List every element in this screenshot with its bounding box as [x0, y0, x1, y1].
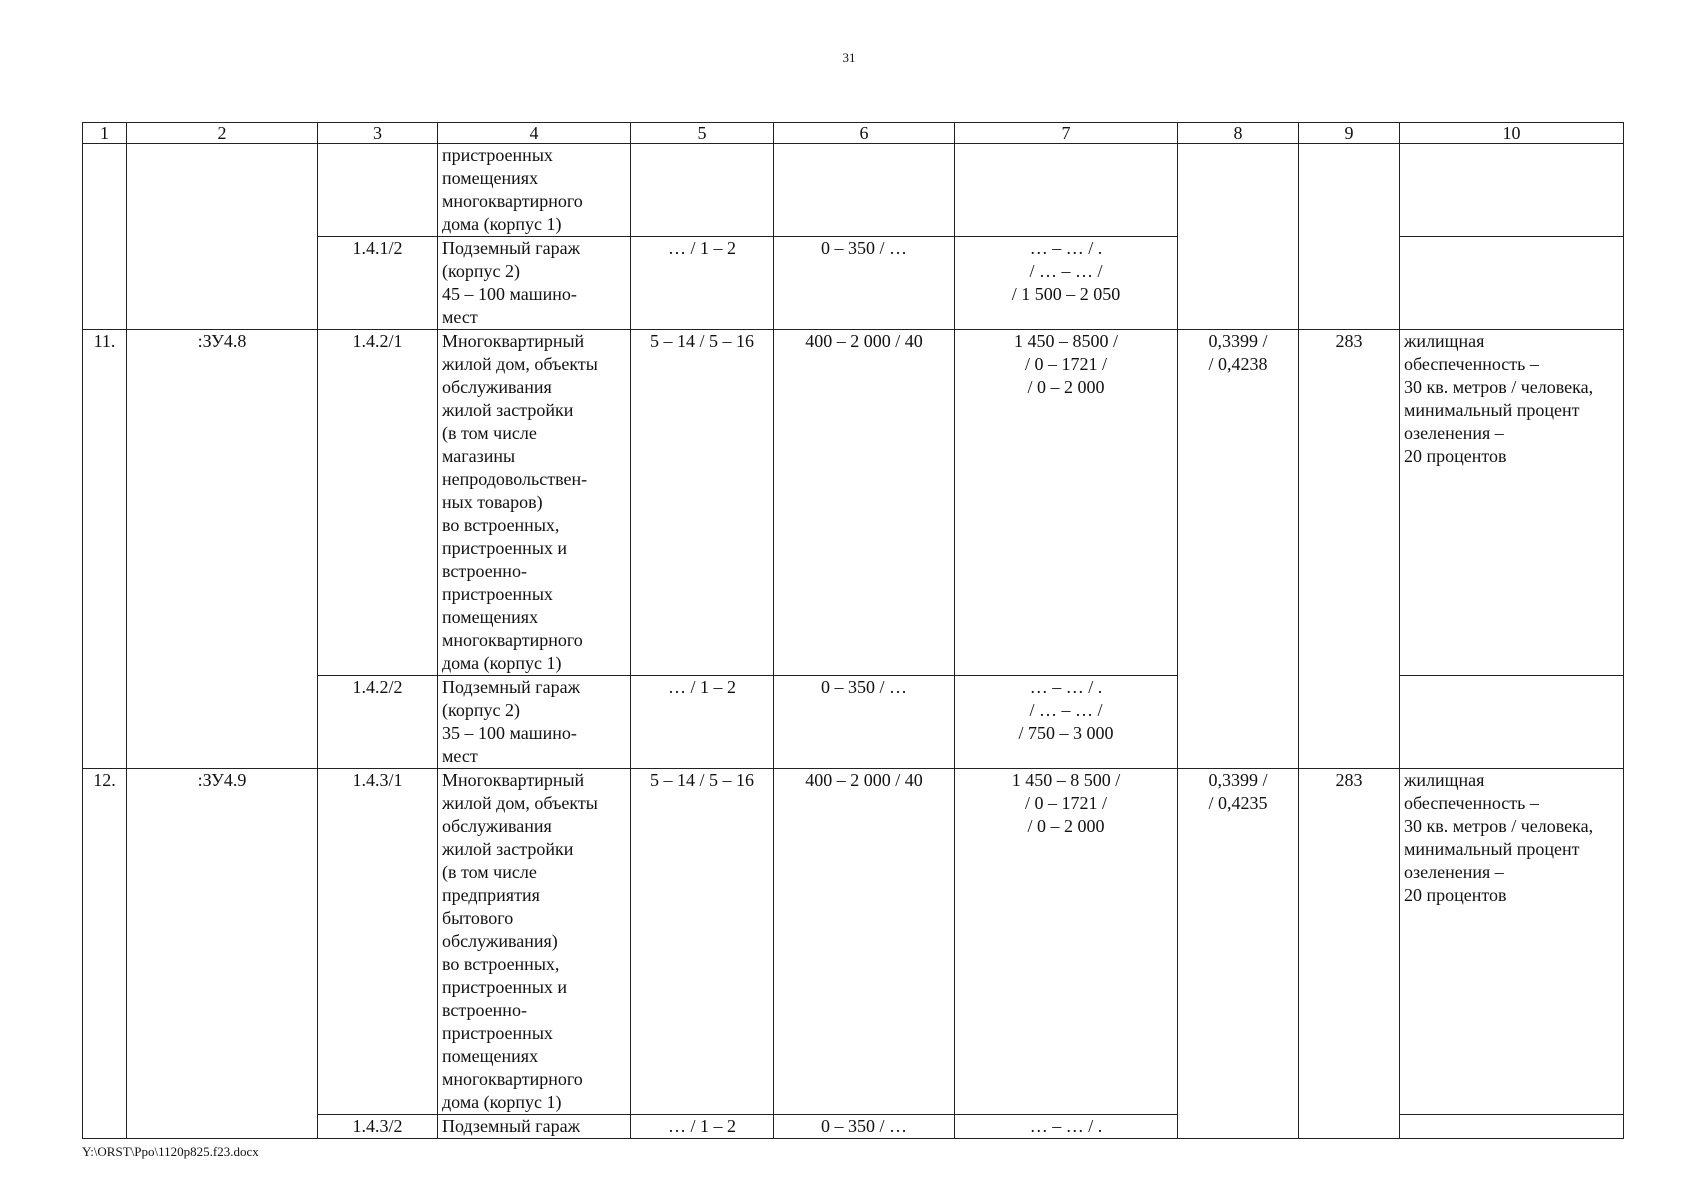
code-cell: 1.4.3/1: [318, 769, 438, 1115]
plot-cell: :ЗУ4.8: [127, 330, 318, 769]
floors-cell: … / 1 – 2: [631, 676, 774, 769]
description-cell: Подземный гараж (корпус 2) 35 – 100 машино- мест: [438, 676, 631, 769]
plot-cell: :ЗУ4.9: [127, 769, 318, 1139]
description-cell: пристроенных помещениях многоквартирного дома (корпус 1): [438, 144, 631, 237]
floors-cell: 5 – 14 / 5 – 16: [631, 330, 774, 676]
table-row: [83, 144, 1624, 237]
area-cell: … – … / .: [955, 1115, 1178, 1139]
area-cell: 1 450 – 8 500 / / 0 – 1721 / / 0 – 2 000: [955, 769, 1178, 1115]
ratio-cell: 0,3399 / / 0,4238: [1178, 330, 1299, 769]
note-cell: [1400, 1115, 1624, 1139]
area-cell: [955, 144, 1178, 237]
count-cell: [1299, 144, 1400, 330]
count-cell: 283: [1299, 769, 1400, 1139]
height-cell: 400 – 2 000 / 40: [774, 330, 955, 676]
column-number: 9: [1299, 123, 1400, 144]
table-row: [83, 330, 1624, 676]
column-number: 1: [83, 123, 127, 144]
plot-cell: [127, 144, 318, 330]
area-cell: … – … / . / … – … / / 750 – 3 000: [955, 676, 1178, 769]
height-cell: [774, 144, 955, 237]
row-number-cell: 12.: [83, 769, 127, 1139]
planning-table: [82, 122, 1624, 1139]
count-cell: 283: [1299, 330, 1400, 769]
column-number: 10: [1400, 123, 1624, 144]
floors-cell: … / 1 – 2: [631, 237, 774, 330]
footer-file-path: Y:\ORST\Ppo\1120p825.f23.docx: [82, 1144, 259, 1159]
column-number: 5: [631, 123, 774, 144]
ratio-cell: 0,3399 / / 0,4235: [1178, 769, 1299, 1139]
column-number: 3: [318, 123, 438, 144]
column-number: 4: [438, 123, 631, 144]
column-number: 7: [955, 123, 1178, 144]
height-cell: 400 – 2 000 / 40: [774, 769, 955, 1115]
code-cell: [318, 144, 438, 237]
area-cell: … – … / . / … – … / / 1 500 – 2 050: [955, 237, 1178, 330]
column-number: 6: [774, 123, 955, 144]
height-cell: 0 – 350 / …: [774, 237, 955, 330]
floors-cell: [631, 144, 774, 237]
description-cell: Подземный гараж (корпус 2) 45 – 100 машино- мест: [438, 237, 631, 330]
code-cell: 1.4.2/2: [318, 676, 438, 769]
code-cell: 1.4.2/1: [318, 330, 438, 676]
description-cell: Многоквартирный жилой дом, объекты обслуживания жилой застройки (в том числе предприятия бытового обслуживания) во встроенных, пристроенных и встроенно- пристроенных помещениях многоквартирного дома (корпус 1): [438, 769, 631, 1115]
column-number: 2: [127, 123, 318, 144]
description-cell: Подземный гараж: [438, 1115, 631, 1139]
row-number-cell: 11.: [83, 330, 127, 769]
note-cell: [1400, 144, 1624, 237]
row-number-cell: [83, 144, 127, 330]
column-number-row: [83, 123, 1624, 144]
area-cell: 1 450 – 8500 / / 0 – 1721 / / 0 – 2 000: [955, 330, 1178, 676]
height-cell: 0 – 350 / …: [774, 1115, 955, 1139]
table-row: [83, 769, 1624, 1115]
height-cell: 0 – 350 / …: [774, 676, 955, 769]
code-cell: 1.4.1/2: [318, 237, 438, 330]
code-cell: 1.4.3/2: [318, 1115, 438, 1139]
column-number: 8: [1178, 123, 1299, 144]
page-number: 31: [842, 50, 856, 65]
description-cell: Многоквартирный жилой дом, объекты обслуживания жилой застройки (в том числе магазины непродовольствен- ных товаров) во встроенных, пристроенных и встроенно- пристроенных помещениях многоквартирного дома (корпус 1): [438, 330, 631, 676]
floors-cell: 5 – 14 / 5 – 16: [631, 769, 774, 1115]
note-cell: [1400, 676, 1624, 769]
ratio-cell: [1178, 144, 1299, 330]
note-cell: [1400, 237, 1624, 330]
floors-cell: … / 1 – 2: [631, 1115, 774, 1139]
note-cell: жилищная обеспеченность – 30 кв. метров / человека, минимальный процент озеленения – 20 процентов: [1400, 769, 1624, 1115]
note-cell: жилищная обеспеченность – 30 кв. метров / человека, минимальный процент озеленения – 20 процентов: [1400, 330, 1624, 676]
